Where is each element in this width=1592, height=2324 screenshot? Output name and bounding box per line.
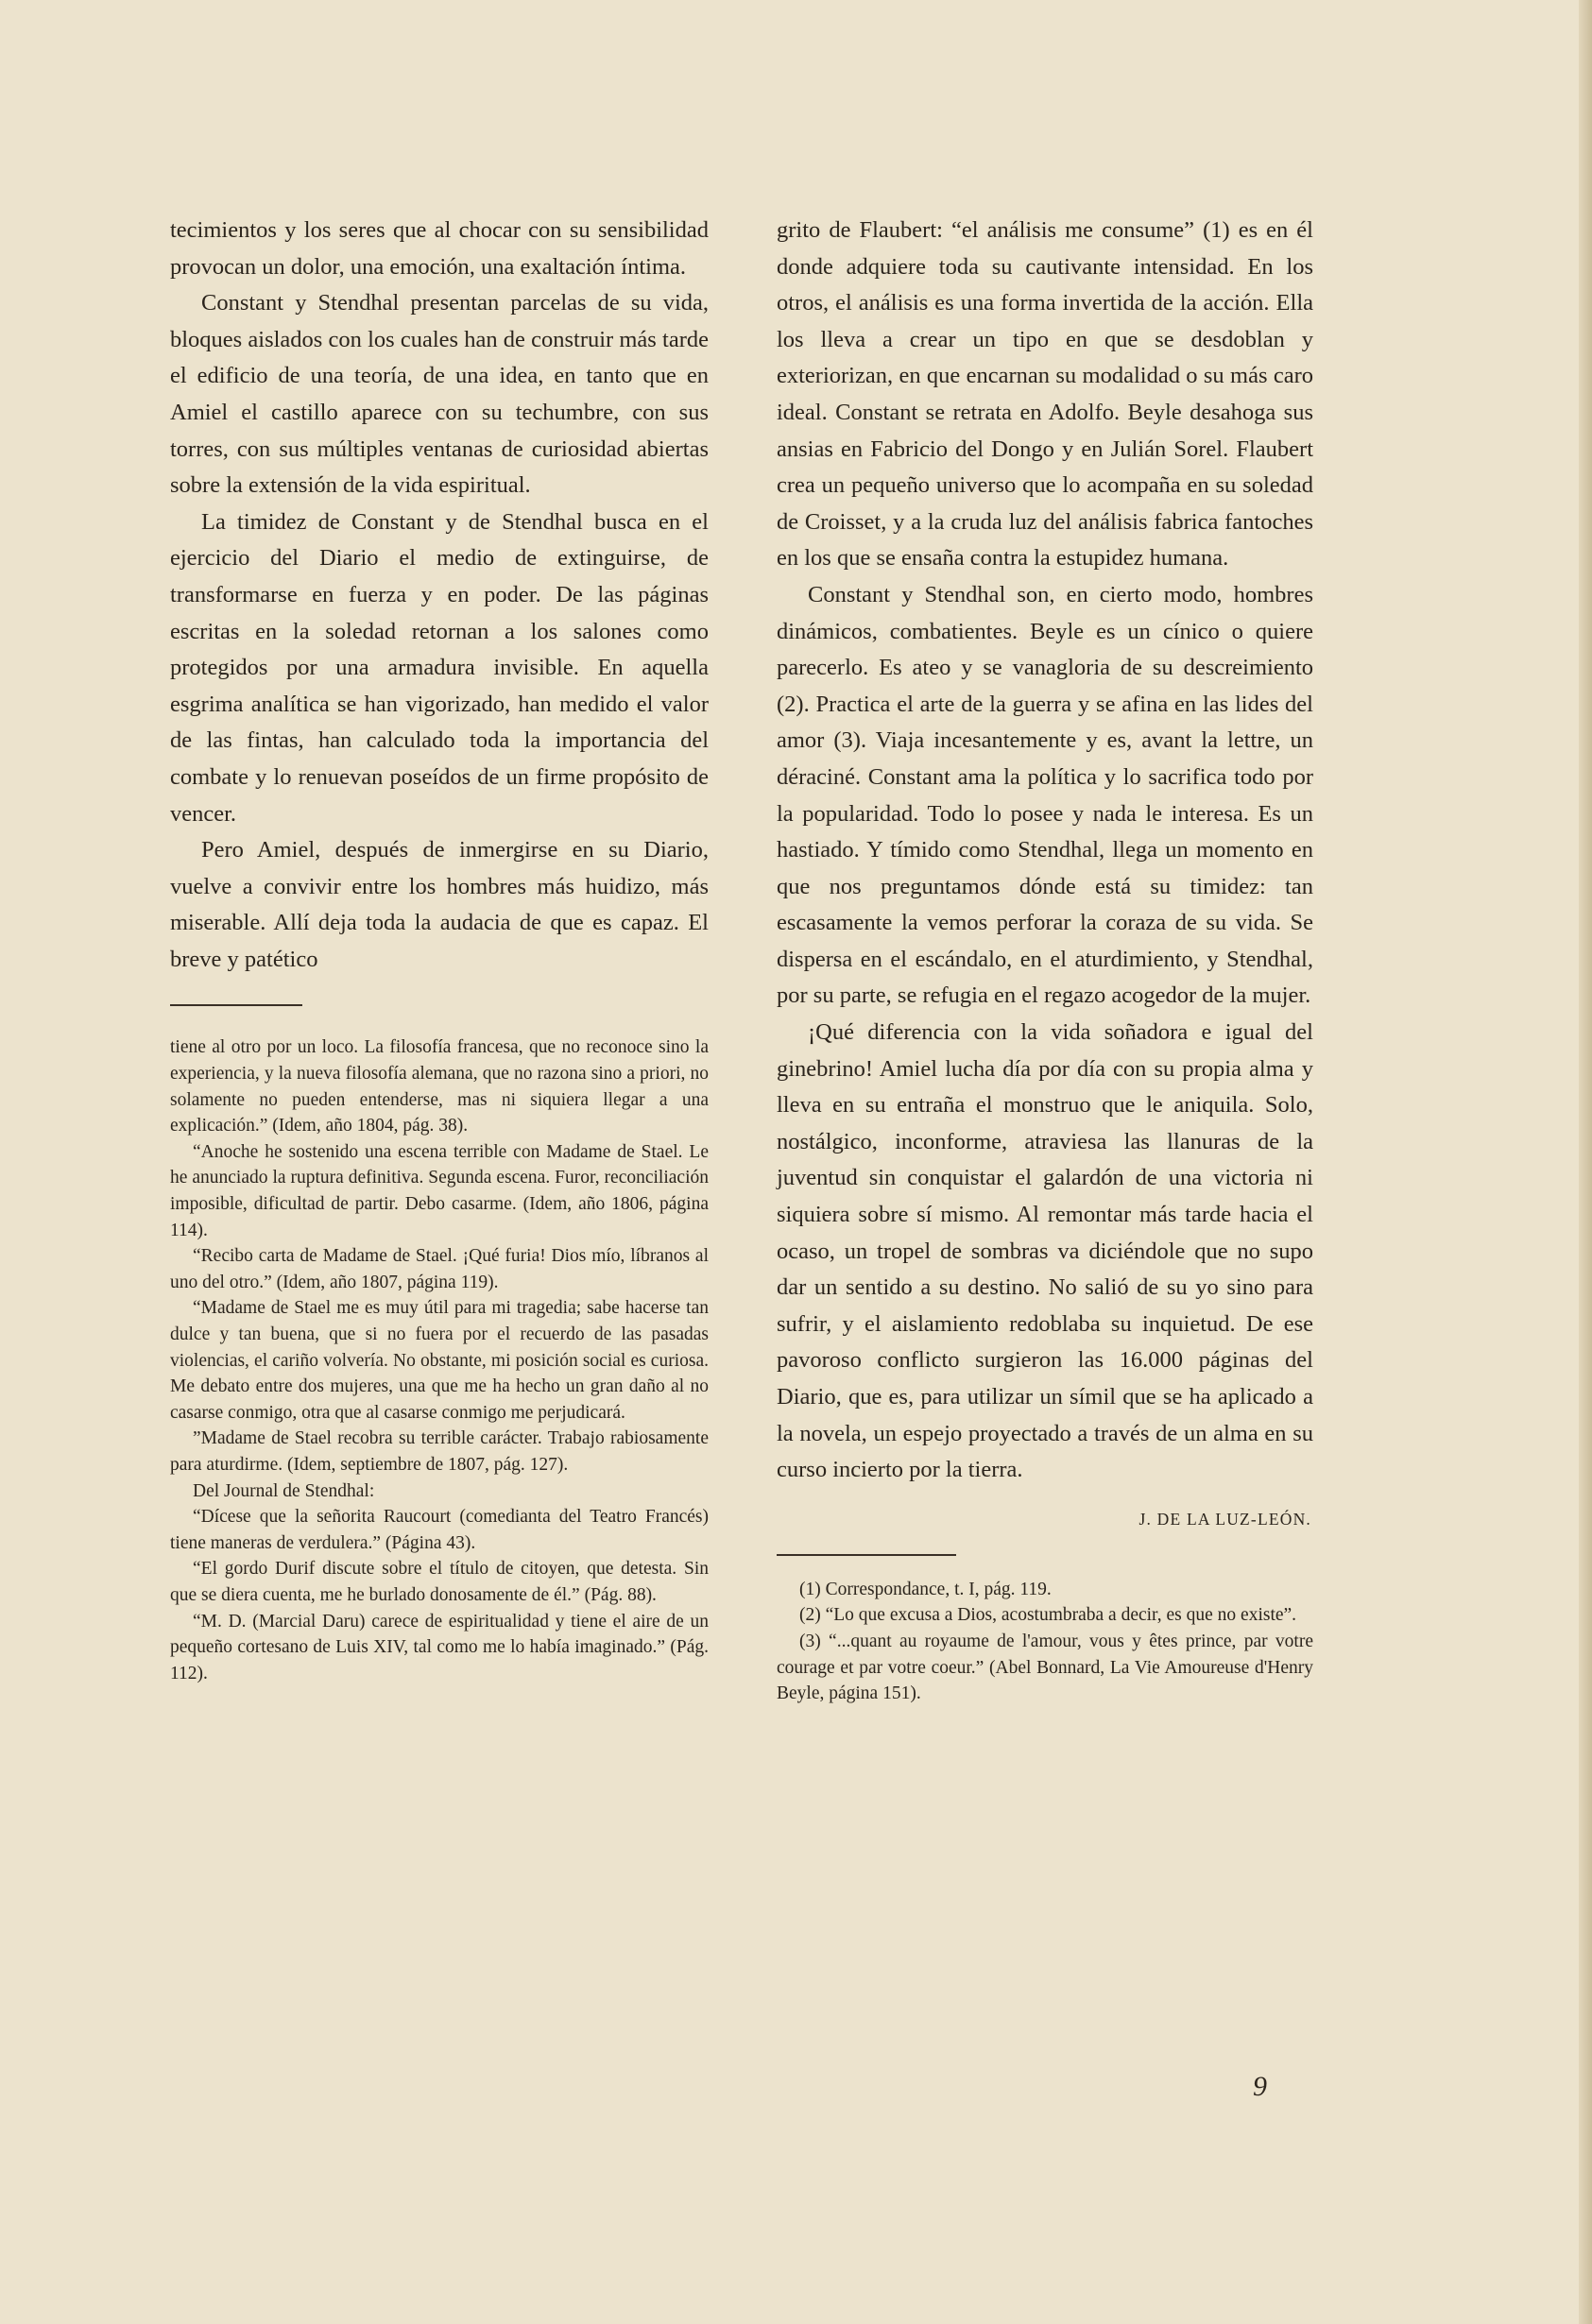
footnote: (3) “...quant au royaume de l'amour, vous y êtes prince, par votre courage et par votre coeur.” (Abel Bonnard, La Vie Amoureuse d'Henry Beyle, página 151). bbox=[777, 1631, 1313, 1704]
footnote-divider bbox=[777, 1554, 956, 1556]
footnote: (2) “Lo que excusa a Dios, acostumbraba a decir, es que no existe”. bbox=[799, 1605, 1297, 1626]
footnote: ”Madame de Stael recobra su terrible carácter. Trabajo rabiosamente para aturdirme. (Idem, septiembre de 1807, pág. 127). bbox=[170, 1428, 709, 1475]
paragraph: Constant y Stendhal presentan parcelas de su vida, bloques aislados con los cuales han de construir más tarde el edificio de una teoría, de una idea, en tanto que en Amiel el castillo aparece con su techumbre, con sus torres, con sus múltiples ventanas de curiosidad abiertas sobre la extensión de la vida espiritual. bbox=[170, 290, 709, 499]
paragraph: ¡Qué diferencia con la vida soñadora e igual del ginebrino! Amiel lucha día por día con su propia alma y lleva en su entraña el monstruo que le aniquila. Solo, nostálgico, inconforme, atraviesa las llanuras de la juventud sin conquistar el galardón de una victoria ni siquiera sobre sí mismo. Al remontar más tarde hacia el ocaso, un tropel de sombras va diciéndole que no supo dar un sentido a su destino. No salió de su yo sino para sufrir, y el aislamiento redoblaba su inquietud. De ese pavoroso conflicto surgieron las 16.000 páginas del Diario, que es, para utilizar un símil que se ha aplicado a la novela, un espejo proyectado a través de un alma en su curso incierto por la tierra. bbox=[777, 1019, 1313, 1483]
paragraph: tecimientos y los seres que al chocar con su sensibilidad provocan un dolor, una emoción, una exaltación íntima. bbox=[170, 217, 709, 280]
paragraph: La timidez de Constant y de Stendhal busca en el ejercicio del Diario el medio de extinguirse, de transformarse en fuerza y en poder. De las páginas escritas en la soledad retornan a los salones como protegidos por una armadura invisible. En aquella esgrima analítica se han vigorizado, han medido el valor de las fintas, han calculado toda la importancia del combate y lo renuevan poseídos de un firme propósito de vencer. bbox=[170, 508, 709, 827]
page-number: 9 bbox=[1253, 2071, 1267, 2102]
paragraph: Pero Amiel, después de inmergirse en su Diario, vuelve a convivir entre los hombres más huidizo, más miserable. Allí deja toda la audacia de que es capaz. El breve y patético bbox=[170, 837, 709, 972]
right-body-text bbox=[777, 213, 1313, 1489]
left-column bbox=[170, 213, 709, 1686]
footnote: Del Journal de Stendhal: bbox=[193, 1480, 375, 1501]
footnote: “Recibo carta de Madame de Stael. ¡Qué furia! Dios mío, líbranos al uno del otro.” (Idem, año 1807, página 119). bbox=[170, 1246, 709, 1292]
footnote: “M. D. (Marcial Daru) carece de espiritualidad y tiene el aire de un pequeño cortesano de Luis XIV, tal como me lo había imaginado.” (Pág. 112). bbox=[170, 1611, 709, 1683]
footnote-divider bbox=[170, 1004, 302, 1006]
footnote: “Madame de Stael me es muy útil para mi tragedia; sabe hacerse tan dulce y tan buena, que si no fuera por el recuerdo de las pasadas violencias, el cariño volvería. No obstante, mi posición social es curiosa. Me debato entre dos mujeres, una que me ha hecho un gran daño al no casarse conmigo, otra que al casarse conmigo me perjudicará. bbox=[170, 1298, 709, 1423]
footnote: “El gordo Durif discute sobre el título de citoyen, que detesta. Sin que se diera cuenta, me he burlado donosamente de él.” (Pág. 88). bbox=[170, 1559, 709, 1605]
footnote: tiene al otro por un loco. La filosofía francesa, que no reconoce sino la experiencia, y la nueva filosofía alemana, que no razona sino a priori, no solamente no pueden entenderse, mas ni siquiera llegar a una explicación.” (Idem, año 1804, pág. 38). bbox=[170, 1037, 709, 1136]
right-footnotes bbox=[777, 1577, 1313, 1707]
author-signature: J. DE LA LUZ-LEÓN. bbox=[1138, 1509, 1311, 1529]
right-column bbox=[777, 213, 1313, 1707]
footnote: “Anoche he sostenido una escena terrible con Madame de Stael. Le he anunciado la ruptura definitiva. Segunda escena. Furor, reconciliación imposible, dificultad de partir. Debo casarme. (Idem, año 1806, página 114). bbox=[170, 1141, 709, 1240]
paragraph: Constant y Stendhal son, en cierto modo, hombres dinámicos, combatientes. Beyle es un cínico o quiere parecerlo. Es ateo y se vanagloria de su descreimiento (2). Practica el arte de la guerra y se afina en las lides del amor (3). Viaja incesantemente y es, avant la lettre, un déraciné. Constant ama la política y lo sacrifica todo por la popularidad. Todo lo posee y nada le interesa. Es un hastiado. Y tímido como Stendhal, llega un momento en que nos preguntamos dónde está su timidez: tan escasamente la vemos perforar la coraza de su vida. Se dispersa en el escándalo, en el aturdimiento, y Stendhal, por su parte, se refugia en el regazo acogedor de la mujer. bbox=[777, 581, 1313, 1009]
left-footnotes bbox=[170, 1034, 709, 1686]
left-body-text bbox=[170, 213, 709, 978]
footnote: (1) Correspondance, t. I, pág. 119. bbox=[799, 1579, 1052, 1599]
page-edge-shadow bbox=[1579, 0, 1592, 2324]
footnote: “Dícese que la señorita Raucourt (comedianta del Teatro Francés) tiene maneras de verdulera.” (Página 43). bbox=[170, 1507, 709, 1553]
paragraph: grito de Flaubert: “el análisis me consume” (1) es en él donde adquiere toda su cautivante intensidad. En los otros, el análisis es una forma invertida de la acción. Ella los lleva a crear un tipo en que se desdoblan y exteriorizan, en que encarnan su modalidad o su más caro ideal. Constant se retrata en Adolfo. Beyle desahoga sus ansias en Fabricio del Dongo y en Julián Sorel. Flaubert crea un pequeño universo que lo acompaña en su soledad de Croisset, y a la cruda luz del análisis fabrica fantoches en los que se ensaña contra la estupidez humana. bbox=[777, 217, 1313, 572]
